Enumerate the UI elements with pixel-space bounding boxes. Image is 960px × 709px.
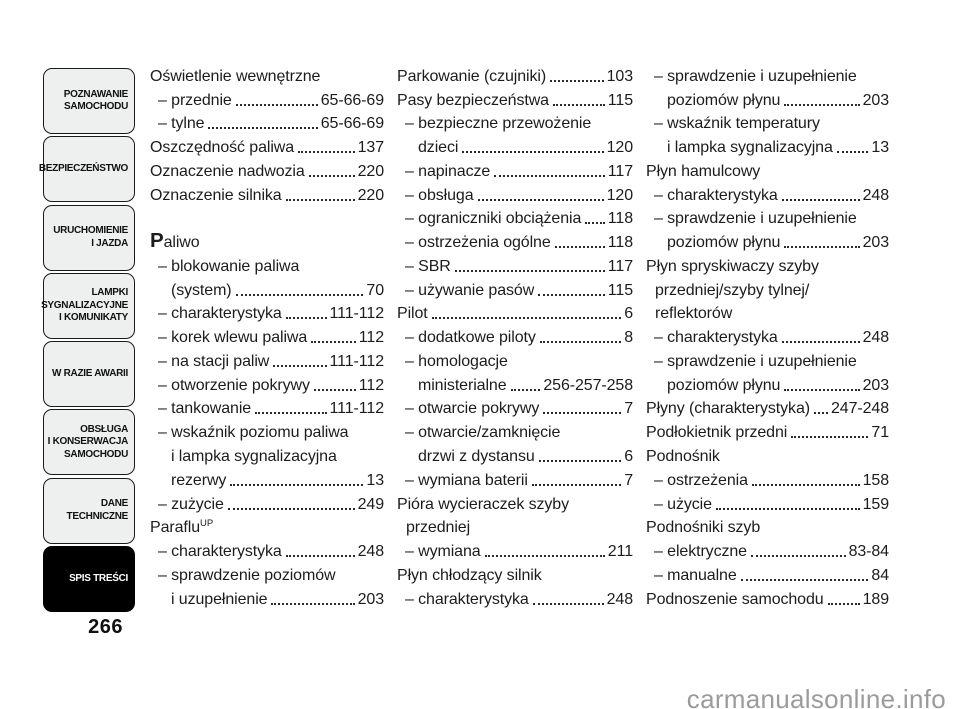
index-entry-label: Podnośnik [646, 448, 720, 466]
index-entry [150, 182, 384, 206]
index-entry-label: – elektryczne [654, 543, 747, 561]
index-entry [646, 324, 889, 348]
index-entry-label: przedniej [406, 519, 471, 537]
index-entry [150, 158, 384, 182]
dot-leader [298, 151, 355, 153]
index-entry [397, 182, 633, 206]
index-entry [646, 348, 889, 372]
index-entry-page: 248 [862, 186, 889, 204]
index-entry-label: – charakterystyka [654, 329, 778, 347]
index-entry-label: Oszczędność paliwa [150, 139, 295, 157]
index-entry [397, 158, 633, 182]
dot-leader [782, 341, 860, 343]
index-entry [397, 348, 633, 372]
sidebar-tab-spis-tresci [43, 546, 135, 612]
index-entry-label: – manualne [654, 566, 737, 584]
dot-leader [432, 317, 622, 319]
index-entry-label: – wskaźnik poziomu paliwa [158, 424, 349, 442]
index-entry-label: – homologacje [405, 352, 508, 370]
index-entry [646, 206, 889, 230]
index-entry-label: – napinacze [405, 162, 491, 180]
dot-leader [230, 484, 363, 486]
sidebar-tab-obsluga-i-konserwacja-samochodu [43, 409, 135, 475]
index-entry [397, 229, 633, 253]
index-entry [646, 491, 889, 515]
index-entry-label: Parkowanie (czujniki) [397, 67, 547, 85]
sidebar-tab-label: BEZPIECZEŃSTWO [38, 163, 128, 175]
index-column-2 [397, 63, 633, 610]
index-entry [150, 443, 384, 467]
dot-leader [462, 151, 603, 153]
index-entry-label: – sprawdzenie i uzupełnienie [654, 352, 857, 370]
index-entry [150, 515, 384, 539]
index-entry-label: poziomów płynu [667, 91, 781, 109]
index-entry-page: 159 [862, 495, 889, 513]
index-entry [397, 253, 633, 277]
index-entry-page: 8 [624, 329, 633, 347]
dot-leader [784, 104, 859, 106]
index-entry-page: 7 [624, 400, 633, 418]
index-entry [646, 253, 889, 277]
index-entry-page: 203 [862, 234, 889, 252]
section-tab-sidebar [38, 68, 135, 612]
dot-leader [814, 412, 828, 414]
index-entry-label: Pasy bezpieczeństwa [397, 91, 549, 109]
index-entry [150, 562, 384, 586]
index-entry [397, 538, 633, 562]
index-entry [150, 301, 384, 325]
superscript-suffix: UP [200, 518, 214, 530]
index-entry-label: reflektorów [655, 305, 733, 323]
index-entry-page: 65-66-69 [320, 91, 384, 109]
index-entry [397, 419, 633, 443]
index-entry-page: 248 [357, 543, 384, 561]
index-entry-page: 112 [358, 376, 384, 394]
index-entry-page: 117 [607, 162, 633, 180]
index-entry-label: Oznaczenie silnika [150, 186, 282, 204]
index-entry-label: Oznaczenie nadwozia [150, 162, 305, 180]
index-entry-label: – zużycie [158, 495, 224, 513]
index-entry-page: 6 [624, 448, 633, 466]
dot-leader [286, 199, 355, 201]
index-spacer [150, 206, 384, 230]
index-entry-label: – obsługa [405, 186, 474, 204]
dot-leader [255, 412, 326, 414]
index-entry-label: dzieci [418, 139, 459, 157]
index-entry-page: 220 [357, 186, 384, 204]
index-entry-page: 120 [606, 139, 633, 157]
index-entry [397, 324, 633, 348]
index-entry-page: 111-112 [329, 305, 384, 323]
index-entry-page: 13 [366, 471, 384, 489]
index-entry-label: – używanie pasów [405, 281, 535, 299]
index-entry-page: 203 [862, 91, 889, 109]
index-entry-label: – blokowanie paliwa [158, 257, 300, 275]
index-entry-label: – sprawdzenie i uzupełnienie [654, 210, 857, 228]
index-entry-page: 111-112 [329, 400, 384, 418]
dot-leader [236, 294, 364, 296]
index-entry-label: – charakterystyka [654, 186, 778, 204]
index-entry-label: – przednie [158, 91, 232, 109]
index-entry [397, 301, 633, 325]
index-entry-label: Paraflu$^{UP}$ [150, 518, 214, 537]
sidebar-tab-label: W RAZIE AWARII [52, 367, 128, 379]
dot-leader [751, 555, 846, 557]
sidebar-tab-label: OBSŁUGA I KONSERWACJA SAMOCHODU [47, 423, 128, 460]
index-entry [397, 396, 633, 420]
sidebar-tab-w-razie-awarii [43, 341, 135, 407]
index-entry-label: poziomów płynu [667, 234, 781, 252]
watermark-text: carmanualsonline.info [686, 684, 946, 709]
index-entry-page: 115 [607, 281, 633, 299]
index-entry-label: – ograniczniki obciążenia [405, 210, 582, 228]
index-entry-label: – bezpieczne przewożenie [405, 115, 592, 133]
index-entry [397, 491, 633, 515]
dot-leader [271, 603, 354, 605]
index-entry [150, 229, 384, 253]
index-entry-page: 111-112 [329, 352, 384, 370]
index-entry-page: 120 [606, 186, 633, 204]
index-column-1 [150, 63, 384, 610]
index-entry [150, 467, 384, 491]
index-entry-label: – sprawdzenie i uzupełnienie [654, 67, 857, 85]
index-entry [646, 443, 889, 467]
index-entry-label: Płyn chłodzący silnik [397, 566, 542, 584]
index-entry-label: Oświetlenie wewnętrzne [150, 67, 321, 85]
index-entry-page: 118 [607, 234, 633, 252]
index-entry [646, 111, 889, 135]
index-entry [646, 301, 889, 325]
index-entry-page: 117 [607, 257, 633, 275]
dot-leader [538, 294, 605, 296]
dot-leader [539, 460, 622, 462]
index-entry [397, 586, 633, 610]
dot-leader [555, 246, 605, 248]
index-entry [646, 182, 889, 206]
sidebar-tab-poznawanie-samochodu [43, 68, 135, 134]
dot-leader [837, 151, 869, 153]
index-entry [646, 87, 889, 111]
sidebar-tab-bezpieczenstwo [38, 136, 135, 202]
index-entry-label: – korek wlewu paliwa [158, 329, 308, 347]
index-entry [646, 467, 889, 491]
index-entry-label: – wymiana baterii [405, 471, 528, 489]
index-entry-label: – tankowanie [158, 400, 252, 418]
index-entry [150, 87, 384, 111]
index-entry [397, 87, 633, 111]
index-entry [646, 515, 889, 539]
index-entry-page: 103 [606, 67, 633, 85]
index-column-3 [646, 63, 889, 610]
index-entry-label: – sprawdzenie poziomów [158, 566, 336, 584]
index-entry-label: Podłokietnik przedni [646, 424, 788, 442]
index-entry [150, 491, 384, 515]
index-entry [646, 586, 889, 610]
sidebar-tab-dane-techniczne [43, 478, 135, 544]
index-entry [150, 277, 384, 301]
index-entry [150, 63, 384, 87]
index-entry [150, 396, 384, 420]
index-entry-label: ministerialne [418, 376, 507, 394]
index-entry [646, 277, 889, 301]
dot-leader [784, 246, 859, 248]
dot-leader [791, 436, 868, 438]
dot-leader [314, 389, 356, 391]
page-number: 266 [88, 616, 123, 638]
index-entry-label: Płyn spryskiwaczy szyby [646, 257, 819, 275]
dot-leader [532, 484, 621, 486]
dot-leader [741, 579, 869, 581]
dot-leader [550, 80, 604, 82]
sidebar-tab-label: DANE TECHNICZNE [66, 498, 128, 522]
index-columns [150, 63, 889, 610]
section-initial-letter: P [150, 229, 164, 253]
dot-leader [208, 127, 317, 129]
index-entry-label: – na stacji paliw [158, 352, 270, 370]
index-entry [150, 324, 384, 348]
index-entry-label: – SBR [405, 257, 451, 275]
index-entry-label: – otworzenie pokrywy [158, 376, 310, 394]
index-entry [397, 515, 633, 539]
index-entry [150, 372, 384, 396]
index-entry [397, 206, 633, 230]
sidebar-tab-uruchomienie-i-jazda [43, 205, 135, 271]
index-entry [646, 158, 889, 182]
index-entry-label: rezerwy [171, 471, 227, 489]
index-entry-label: – otwarcie pokrywy [405, 400, 540, 418]
index-entry [150, 586, 384, 610]
index-entry-label: – charakterystyka [405, 590, 529, 608]
index-entry-label: Podnoszenie samochodu [646, 590, 824, 608]
sidebar-tab-lampki-sygnalizacyjne-i-komunikaty [43, 273, 135, 339]
dot-leader [311, 341, 356, 343]
dot-leader [828, 603, 860, 605]
index-entry [397, 63, 633, 87]
index-entry [397, 277, 633, 301]
index-entry-page: 248 [606, 590, 633, 608]
index-entry [397, 467, 633, 491]
dot-leader [309, 175, 355, 177]
index-entry-label: Płyny (charakterystyka) [646, 400, 810, 418]
index-entry [397, 372, 633, 396]
dot-leader [286, 555, 355, 557]
index-entry-page: 137 [357, 139, 384, 157]
index-entry-page: 247-248 [830, 400, 889, 418]
sidebar-tab-label: POZNAWANIE SAMOCHODU [63, 88, 128, 112]
index-entry [150, 134, 384, 158]
index-entry-label: – otwarcie/zamknięcie [405, 424, 561, 442]
dot-leader [553, 104, 605, 106]
index-entry-label: poziomów płynu [667, 376, 781, 394]
dot-leader [455, 270, 605, 272]
index-entry-label: – dodatkowe piloty [405, 329, 536, 347]
index-entry-label: i lampka sygnalizacyjna [171, 448, 337, 466]
index-entry-label: Podnośniki szyb [646, 519, 761, 537]
dot-leader [585, 222, 605, 224]
index-entry [150, 348, 384, 372]
index-entry-page: 203 [357, 590, 384, 608]
dot-leader [752, 484, 860, 486]
sidebar-tab-label: LAMPKI SYGNALIZACYJNE I KOMUNIKATY [41, 287, 128, 324]
index-entry-label: Pióra wycieraczek szyby [397, 495, 569, 513]
index-entry [150, 419, 384, 443]
dot-leader [236, 104, 318, 106]
dot-leader [494, 175, 605, 177]
dot-leader [543, 412, 621, 414]
index-entry [150, 538, 384, 562]
index-entry [150, 111, 384, 135]
index-entry-page: 248 [862, 329, 889, 347]
index-entry [646, 396, 889, 420]
dot-leader [485, 555, 605, 557]
index-entry-page: 115 [607, 91, 633, 109]
index-entry [646, 419, 889, 443]
index-entry [646, 229, 889, 253]
index-entry-label: – charakterystyka [158, 305, 282, 323]
index-entry-page: 65-66-69 [320, 115, 384, 133]
dot-leader [286, 317, 327, 319]
dot-leader [540, 341, 621, 343]
index-entry-page: 189 [862, 590, 889, 608]
index-entry-page: 7 [624, 471, 633, 489]
index-entry [646, 134, 889, 158]
index-entry [646, 538, 889, 562]
index-entry-label: i lampka sygnalizacyjna [667, 139, 833, 157]
index-entry-label: przedniej/szyby tylnej/ [655, 281, 810, 299]
dot-leader [533, 603, 604, 605]
index-entry [397, 443, 633, 467]
index-entry-label: Paliwo [150, 229, 200, 253]
index-entry [646, 372, 889, 396]
index-entry-label: – wskaźnik temperatury [654, 115, 820, 133]
index-entry [646, 562, 889, 586]
sidebar-tab-label: SPIS TREŚCI [69, 572, 128, 584]
index-entry [397, 111, 633, 135]
index-entry-page: 158 [862, 471, 889, 489]
dot-leader [784, 389, 859, 391]
index-entry [150, 253, 384, 277]
dot-leader [511, 389, 541, 391]
index-entry [646, 63, 889, 87]
index-entry-page: 6 [624, 305, 633, 323]
index-entry-label: (system) [171, 281, 232, 299]
index-entry-page: 203 [862, 376, 889, 394]
index-entry-page: 220 [357, 162, 384, 180]
dot-leader [782, 199, 860, 201]
index-entry-page: 112 [358, 329, 384, 347]
index-entry-page: 211 [607, 543, 633, 561]
index-entry-label: i uzupełnienie [171, 590, 268, 608]
index-entry [397, 562, 633, 586]
index-entry-page: 249 [357, 495, 384, 513]
index-entry-label: Płyn hamulcowy [646, 162, 761, 180]
index-entry-page: 84 [871, 566, 889, 584]
index-entry-label: drzwi z dystansu [418, 448, 535, 466]
index-entry [397, 134, 633, 158]
index-entry-page: 70 [366, 281, 384, 299]
dot-leader [716, 508, 860, 510]
dot-leader [273, 365, 326, 367]
index-entry-label: – użycie [654, 495, 712, 513]
dot-leader [478, 199, 604, 201]
index-entry-page: 13 [871, 139, 889, 157]
index-entry-page: 118 [607, 210, 633, 228]
index-entry-label: Pilot [397, 305, 428, 323]
index-entry-label: – ostrzeżenia [654, 471, 748, 489]
dot-leader [228, 508, 355, 510]
index-entry-label: – charakterystyka [158, 543, 282, 561]
index-entry-label: – tylne [158, 115, 205, 133]
sidebar-tab-label: URUCHOMIENIE I JAZDA [53, 225, 128, 249]
index-entry-page: 71 [871, 424, 889, 442]
index-entry-label: – wymiana [405, 543, 481, 561]
index-entry-label: – ostrzeżenia ogólne [405, 234, 551, 252]
index-entry-page: 83-84 [848, 543, 889, 561]
index-entry-page: 256-257-258 [543, 376, 633, 394]
